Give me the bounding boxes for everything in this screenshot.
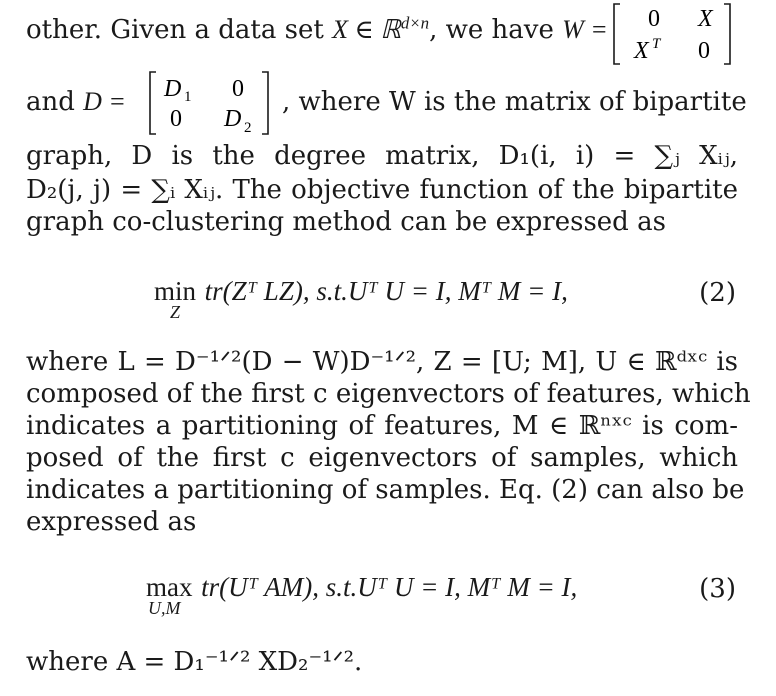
w-matrix-cell-22: 0 bbox=[698, 38, 710, 64]
eq2-number: (2) bbox=[699, 278, 736, 308]
para1-line1-pre: other. Given a data set bbox=[26, 15, 333, 45]
para2-line2: composed of the first c eigenvectors of features, which bbox=[26, 379, 751, 409]
eq3-body: tr(Uᵀ AM), s.t.Uᵀ U = I, Mᵀ M = I, bbox=[201, 572, 578, 602]
eq3-number: (3) bbox=[699, 574, 736, 604]
eq2-under: Z bbox=[170, 302, 181, 322]
d-label: D = bbox=[83, 87, 126, 116]
para2-line6: expressed as bbox=[26, 507, 197, 537]
d-matrix-d2-sub: 2 bbox=[244, 120, 252, 136]
d-matrix bbox=[148, 70, 272, 136]
equation-2 bbox=[154, 276, 568, 307]
w-matrix-cell-21: X bbox=[634, 38, 649, 64]
para1-line3: graph, D is the degree matrix, D₁(i, i) = ∑ⱼ Xᵢⱼ, bbox=[26, 141, 738, 171]
d-matrix-cell-12: 0 bbox=[232, 76, 244, 102]
w-matrix-cell-11: 0 bbox=[648, 6, 660, 32]
d-matrix-d1-sub: 1 bbox=[184, 89, 192, 105]
eq3-operator: max bbox=[146, 572, 193, 602]
w-label: W = bbox=[562, 15, 608, 44]
w-matrix bbox=[612, 2, 732, 66]
set-expr: X ∈ ℝ$^{d\times n}$ bbox=[332, 13, 430, 44]
para2-line4: posed of the first c eigenvectors of samples, which bbox=[26, 443, 738, 473]
d-matrix-d2: D bbox=[224, 106, 242, 132]
para2-line5: indicates a partitioning of samples. Eq. (2) can also be bbox=[26, 475, 745, 505]
d-matrix-cell-21: 0 bbox=[170, 106, 182, 132]
w-matrix-cell-12: X bbox=[698, 6, 713, 32]
equation-3 bbox=[146, 572, 577, 603]
para1-line2-post: , where W is the matrix of bipartite bbox=[282, 87, 747, 117]
w-matrix-cell-21-sup: T bbox=[652, 36, 661, 52]
para1-line4: D₂(j, j) = ∑ᵢ Xᵢⱼ. The objective function of the bipartite bbox=[26, 175, 738, 205]
para2-line3: indicates a partitioning of features, M ∈ ℝⁿˣᶜ is com- bbox=[26, 411, 738, 441]
para2-line1: where L = D⁻¹ᐟ²(D − W)D⁻¹ᐟ², Z = [U; M], U ∈ ℝᵈˣᶜ is bbox=[26, 347, 738, 377]
para1-line1-mid: , we have bbox=[429, 15, 563, 45]
eq3-under: U,M bbox=[148, 598, 181, 618]
d-matrix-d1: D bbox=[164, 76, 182, 102]
para1-line5: graph co-clustering method can be expressed as bbox=[26, 207, 666, 237]
eq2-operator: min bbox=[154, 276, 197, 306]
eq2-body: tr(Zᵀ LZ), s.t.Uᵀ U = I, Mᵀ M = I, bbox=[204, 276, 568, 306]
para1-line2-pre: and D = bbox=[26, 87, 126, 117]
para3-line1: where A = D₁⁻¹ᐟ² XD₂⁻¹ᐟ². bbox=[26, 647, 363, 677]
